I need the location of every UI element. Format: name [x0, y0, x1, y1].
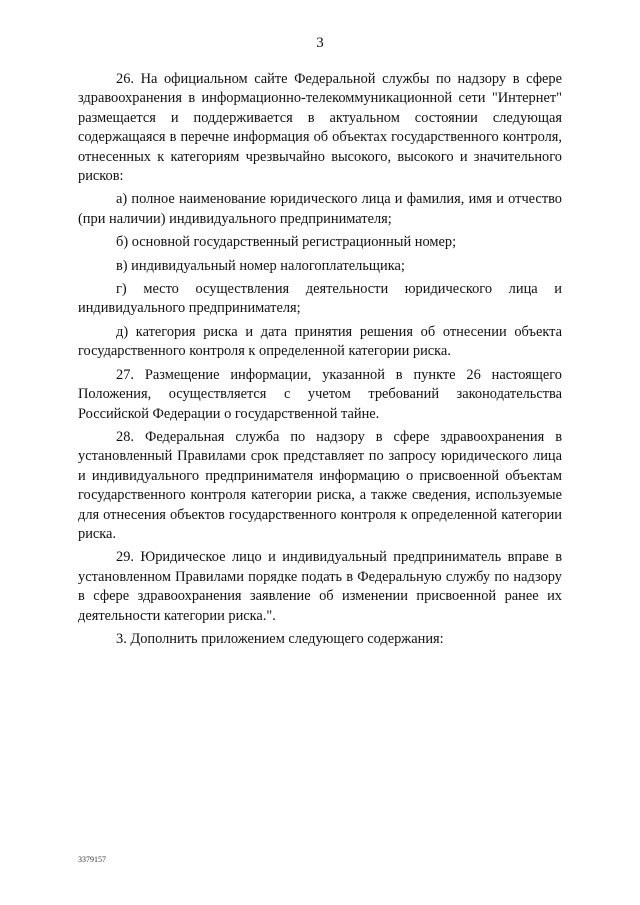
page-number: 3	[316, 35, 324, 51]
paragraph-26: 26. На официальном сайте Федеральной службы по надзору в сфере здравоохранения в информационно-телекоммуникационной сети "Интернет" размещается и поддерживается в актуальном состоянии следующая содержащаяся в перечне информация об объектах государственного контроля, отнесенных к категориям чрезвычайно высокого, высокого и значительного рисков:	[78, 71, 562, 185]
paragraph-3-amendment: 3. Дополнить приложением следующего содержания:	[116, 630, 444, 647]
document-body	[78, 70, 562, 649]
document-code: 3379157	[78, 855, 106, 864]
list-item-d: д) категория риска и дата принятия решения об отнесении объекта государственного контроля к определенной категории риска.	[78, 323, 562, 360]
paragraph-28: 28. Федеральная служба по надзору в сфере здравоохранения в установленный Правилами срок представляет по запросу юридического лица и индивидуального предпринимателя информацию о присвоенной объектам государственного контроля категории риска, а также сведения, используемые для отнесения объектов государственного контроля к определенной категории риска.	[78, 428, 562, 542]
list-item-b: б) основной государственный регистрационный номер;	[116, 234, 457, 251]
list-item-v: в) индивидуальный номер налогоплательщика;	[116, 257, 405, 274]
paragraph-29: 29. Юридическое лицо и индивидуальный предприниматель вправе в установленном Правилами порядке подать в Федеральную службу по надзору в сфере здравоохранения заявление об изменении присвоенной ранее их деятельности категории риска.".	[78, 549, 562, 624]
paragraph-27: 27. Размещение информации, указанной в пункте 26 настоящего Положения, осуществляется с учетом требований законодательства Российской Федерации о государственной тайне.	[78, 366, 562, 422]
list-item-a: а) полное наименование юридического лица и фамилия, имя и отчество (при наличии) индивидуального предпринимателя;	[78, 191, 562, 227]
list-item-g: г) место осуществления деятельности юридического лица и индивидуального предпринимателя;	[78, 281, 562, 317]
